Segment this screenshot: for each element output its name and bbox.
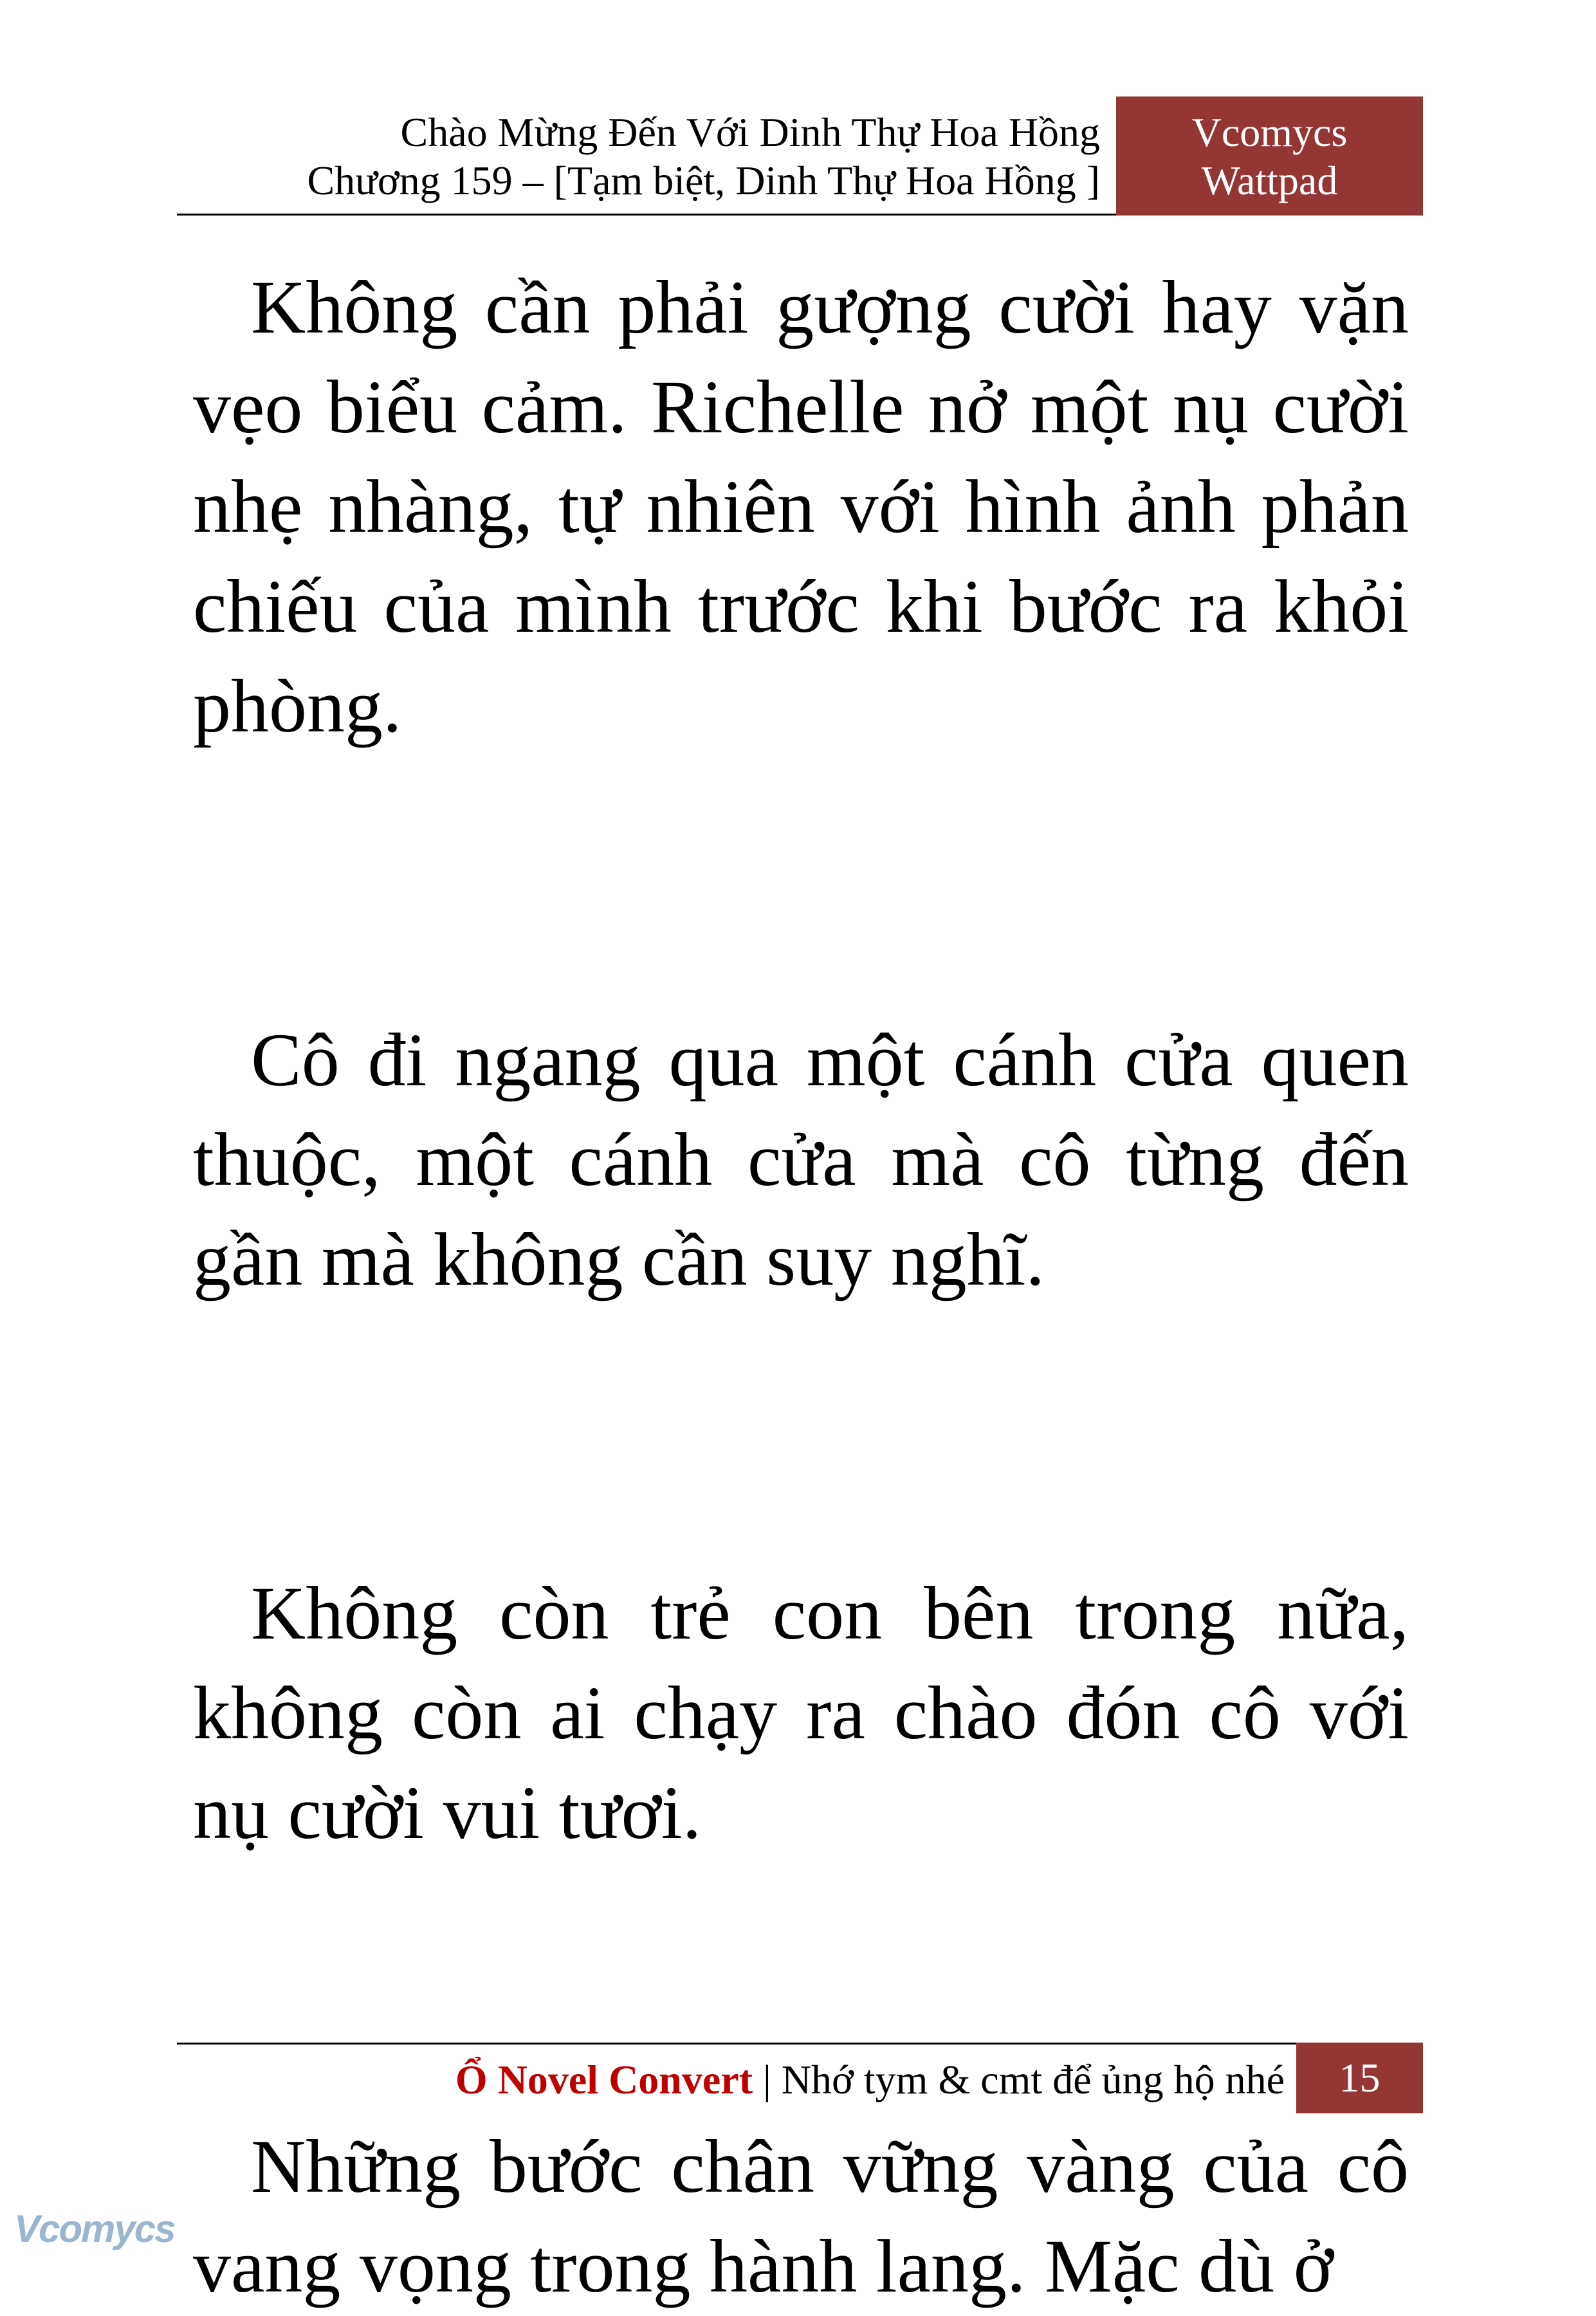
paragraph-4: Những bước chân vững vàng của cô vang vọng trong hành lang. Mặc dù ở bbox=[193, 2124, 1409, 2308]
chapter-title: Chương 159 – [Tạm biệt, Dinh Thự Hoa Hồng ] bbox=[307, 158, 1100, 203]
page-number: 15 bbox=[1296, 2043, 1423, 2113]
footer-brand: Ổ Novel Convert bbox=[455, 2057, 753, 2102]
source-badge bbox=[1116, 96, 1423, 216]
header-divider bbox=[177, 214, 1116, 216]
paragraph-3: Không còn trẻ con bên trong nữa, không còn ai chạy ra chào đón cô với nụ cười vui tươi. bbox=[193, 1571, 1409, 1855]
footer-divider bbox=[177, 2043, 1296, 2045]
header-titles bbox=[177, 96, 1113, 216]
page-header bbox=[177, 96, 1423, 216]
page-footer bbox=[177, 2043, 1423, 2113]
badge-vcomycs: Vcomycs bbox=[1191, 109, 1348, 155]
vcomycs-watermark-logo: Vcomycs bbox=[14, 2207, 175, 2250]
book-title: Chào Mừng Đến Với Dinh Thự Hoa Hồng bbox=[400, 109, 1100, 155]
footer-message: Nhớ tym & cmt để ủng hộ nhé bbox=[781, 2057, 1285, 2102]
badge-wattpad: Wattpad bbox=[1201, 158, 1338, 203]
footer-text bbox=[455, 2054, 1285, 2106]
paragraph-1: Không cần phải gượng cười hay vặn vẹo biểu cảm. Richelle nở một nụ cười nhẹ nhàng, tự nhiên với hình ảnh phản chiếu của mình trước khi bước ra khỏi phòng. bbox=[193, 265, 1409, 748]
chapter-body bbox=[193, 257, 1409, 2316]
footer-separator: | bbox=[753, 2057, 782, 2102]
paragraph-2: Cô đi ngang qua một cánh cửa quen thuộc, một cánh cửa mà cô từng đến gần mà không cần suy nghĩ. bbox=[193, 1018, 1409, 1301]
